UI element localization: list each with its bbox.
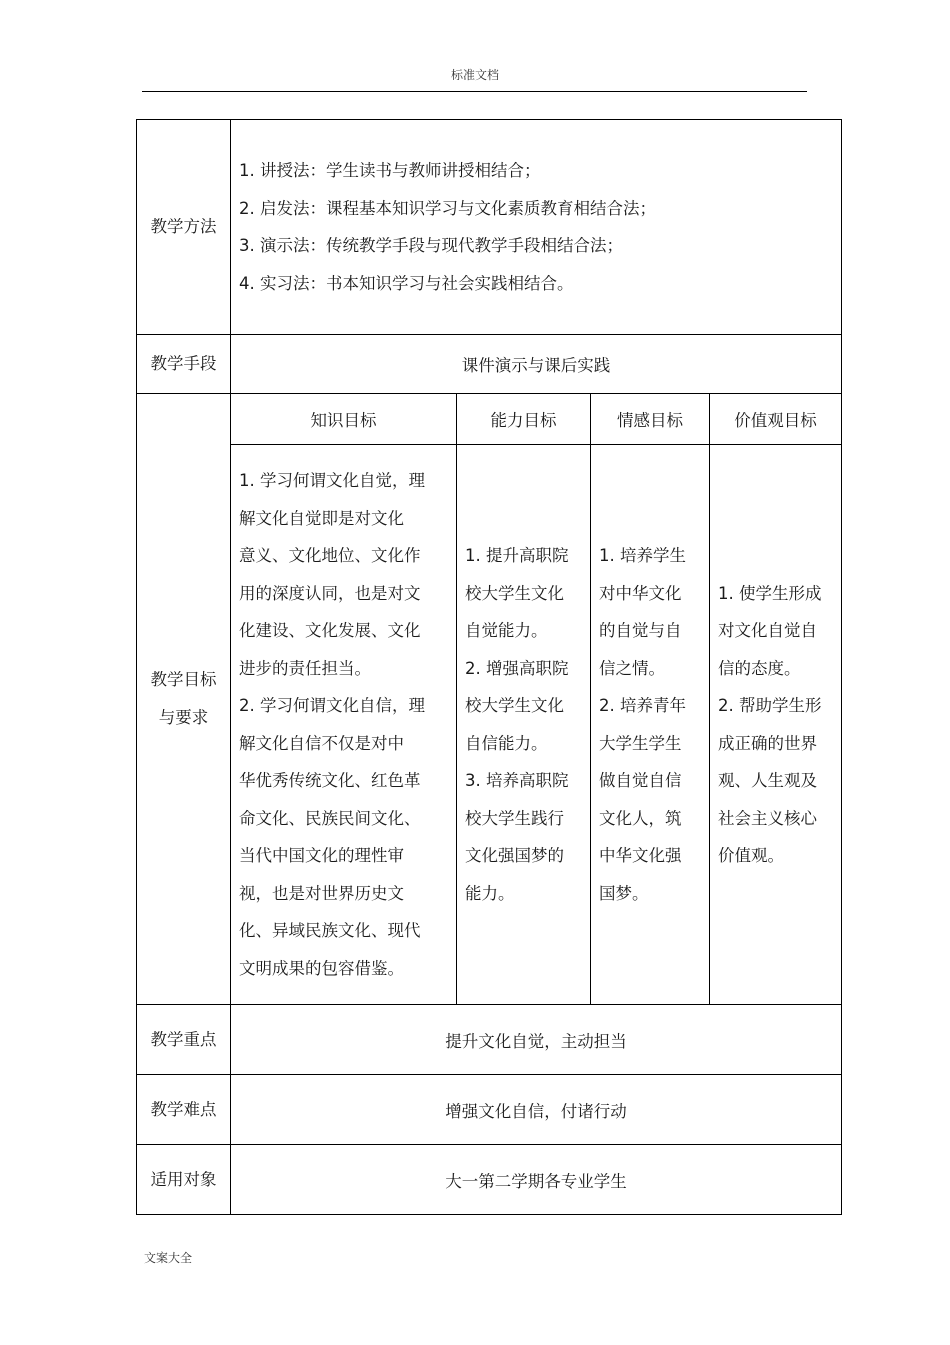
knowledge-line: 当代中国文化的理性审 <box>239 846 404 865</box>
emotion-line: 1. 培养学生 <box>599 546 686 565</box>
key-point-row <box>137 1005 842 1075</box>
emotion-line: 大学生学生 <box>599 733 682 753</box>
values-line: 观、人生观及 <box>718 771 817 790</box>
values-goals-cell <box>710 445 842 1005</box>
emotion-line: 对中华文化 <box>599 583 682 603</box>
audience-value: 大一第二学期各专业学生 <box>231 1145 842 1215</box>
knowledge-line: 进步的责任担当。 <box>239 658 371 678</box>
means-row <box>137 335 842 394</box>
means-label: 教学手段 <box>137 335 231 394</box>
knowledge-line: 意义、文化地位、文化作 <box>239 546 421 565</box>
ability-line: 3. 培养高职院 <box>465 771 569 790</box>
method-item: 3. 演示法：传统教学手段与现代教学手段相结合法； <box>239 236 623 255</box>
methods-row <box>137 120 842 335</box>
method-item: 2. 启发法：课程基本知识学习与文化素质教育相结合法； <box>239 198 656 218</box>
teaching-plan-table <box>136 119 842 1215</box>
page-header: 标准文档 <box>450 68 499 82</box>
knowledge-line: 命文化、民族民间文化、 <box>239 808 421 828</box>
values-line: 1. 使学生形成 <box>718 583 822 603</box>
means-value: 课件演示与课后实践 <box>231 335 842 394</box>
method-item: 1. 讲授法：学生读书与教师讲授相结合； <box>239 161 541 180</box>
ability-line: 能力。 <box>465 883 515 903</box>
ability-line: 自信能力。 <box>465 733 548 753</box>
column-header-values: 价值观目标 <box>710 394 842 445</box>
goals-label <box>137 394 231 1005</box>
column-header-emotion: 情感目标 <box>591 394 710 445</box>
knowledge-line: 视，也是对世界历史文 <box>239 883 404 903</box>
key-point-label: 教学重点 <box>137 1005 231 1075</box>
key-point-value: 提升文化自觉，主动担当 <box>231 1005 842 1075</box>
emotion-line: 文化人，筑 <box>599 808 682 828</box>
ability-line: 文化强国梦的 <box>465 846 564 865</box>
method-item: 4. 实习法：书本知识学习与社会实践相结合。 <box>239 273 574 293</box>
goals-label-line: 教学目标 <box>150 670 217 689</box>
knowledge-line: 化建设、文化发展、文化 <box>239 621 421 640</box>
emotion-goals-cell <box>591 445 710 1005</box>
emotion-line: 国梦。 <box>599 883 649 903</box>
knowledge-line: 解文化自信不仅是对中 <box>239 733 404 753</box>
emotion-line: 信之情。 <box>599 658 665 678</box>
ability-goals-cell <box>457 445 591 1005</box>
knowledge-line: 解文化自觉即是对文化 <box>239 508 404 528</box>
goals-header-row <box>137 394 842 445</box>
emotion-line: 2. 培养青年 <box>599 696 686 715</box>
emotion-line: 的自觉与自 <box>599 621 682 640</box>
values-line: 价值观。 <box>718 846 784 865</box>
methods-cell <box>231 120 842 335</box>
column-header-ability: 能力目标 <box>457 394 591 445</box>
ability-line: 校大学生践行 <box>465 808 564 828</box>
difficulty-label: 教学难点 <box>137 1075 231 1145</box>
goals-content-row <box>137 445 842 1005</box>
knowledge-line: 用的深度认同，也是对文 <box>239 583 421 603</box>
values-line: 对文化自觉自 <box>718 621 817 640</box>
methods-label: 教学方法 <box>137 120 231 335</box>
knowledge-line: 1. 学习何谓文化自觉，理 <box>239 471 425 490</box>
ability-line: 校大学生文化 <box>465 696 564 715</box>
values-line: 信的态度。 <box>718 658 801 678</box>
difficulty-value: 增强文化自信，付诸行动 <box>231 1075 842 1145</box>
emotion-line: 中华文化强 <box>599 846 682 865</box>
page-footer: 文案大全 <box>144 1251 193 1265</box>
header-divider <box>142 91 807 92</box>
values-line: 社会主义核心 <box>718 808 817 828</box>
values-line: 2. 帮助学生形 <box>718 696 822 715</box>
values-line: 成正确的世界 <box>718 733 817 753</box>
ability-line: 2. 增强高职院 <box>465 658 569 678</box>
emotion-line: 做自觉自信 <box>599 771 682 790</box>
knowledge-line: 华优秀传统文化、红色革 <box>239 771 421 790</box>
knowledge-goals-cell <box>231 445 457 1005</box>
audience-row <box>137 1145 842 1215</box>
goals-label-line: 与要求 <box>158 708 209 727</box>
column-header-knowledge: 知识目标 <box>231 394 457 445</box>
difficulty-row <box>137 1075 842 1145</box>
knowledge-line: 化、异域民族文化、现代 <box>239 921 421 940</box>
knowledge-line: 文明成果的包容借鉴。 <box>239 958 404 978</box>
ability-line: 1. 提升高职院 <box>465 546 569 565</box>
audience-label: 适用对象 <box>137 1145 231 1215</box>
ability-line: 校大学生文化 <box>465 583 564 603</box>
ability-line: 自觉能力。 <box>465 621 548 640</box>
knowledge-line: 2. 学习何谓文化自信，理 <box>239 696 425 715</box>
